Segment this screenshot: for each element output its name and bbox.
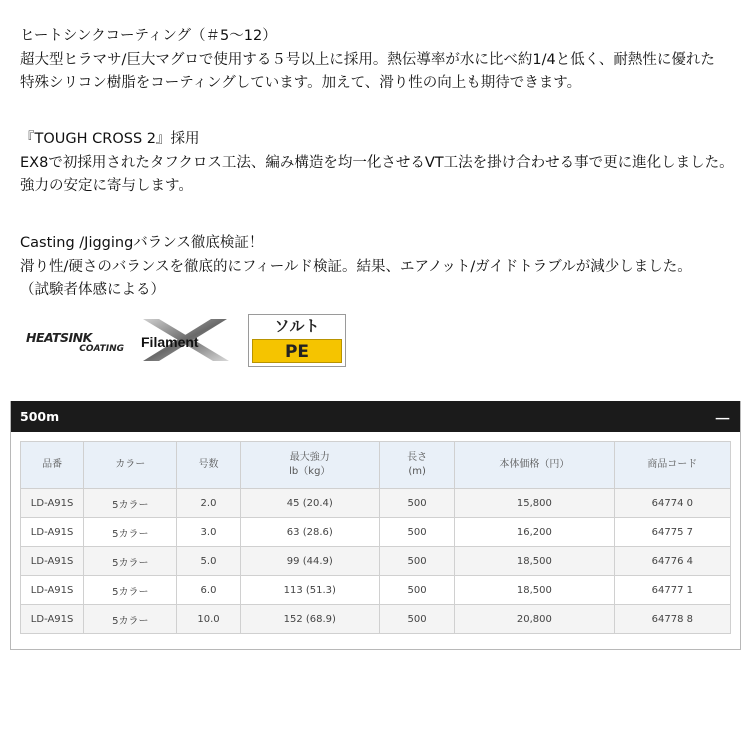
cell-color: 5カラー — [84, 518, 177, 547]
x-filament-logo: Filament — [137, 317, 233, 363]
panel-header[interactable] — [11, 401, 740, 432]
section-heading: ヒートシンクコーティング（＃5～12） — [20, 28, 277, 44]
cell-part-number: LD-A91S — [21, 518, 84, 547]
section-text: EX8で初採用されたタフクロス工法、編み構造を均一化させるVT工法を掛け合わせる事で更に進化しました。 — [20, 154, 734, 171]
cell-price: 18,500 — [455, 547, 614, 576]
cell-price: 16,200 — [455, 518, 614, 547]
cell-code: 64777 1 — [614, 576, 730, 605]
cell-code: 64778 8 — [614, 605, 730, 634]
section-text: 超大型ヒラマサ/巨大マグロで使用する５号以上に採用。熱伝導率が水に比べ約1/4と低く、耐熱性に優れた — [20, 51, 715, 68]
pe-label: PE — [252, 339, 342, 363]
salt-label: ソルト — [274, 317, 320, 335]
section-heading: Casting /Jiggingバランス徹底検証！ — [20, 235, 264, 251]
cell-strength: 99 (44.9) — [240, 547, 379, 576]
cell-part-number: LD-A91S — [21, 547, 84, 576]
cell-strength: 63 (28.6) — [240, 518, 379, 547]
cell-price: 20,800 — [455, 605, 614, 634]
cell-size: 5.0 — [177, 547, 240, 576]
heatsink-coating-section — [20, 25, 715, 96]
section-note: （試験者体感による） — [20, 282, 165, 298]
salt-pe-badge — [248, 314, 346, 367]
balance-section — [20, 232, 692, 303]
table-header-row — [21, 442, 731, 489]
cell-part-number: LD-A91S — [21, 489, 84, 518]
cell-length: 500 — [379, 547, 454, 576]
table-row — [21, 576, 731, 605]
cell-color: 5カラー — [84, 489, 177, 518]
table-row — [21, 547, 731, 576]
section-heading: 『TOUGH CROSS 2』採用 — [20, 131, 200, 147]
collapse-icon[interactable]: － — [714, 410, 731, 430]
spec-table — [20, 441, 731, 634]
cell-color: 5カラー — [84, 547, 177, 576]
cell-length: 500 — [379, 489, 454, 518]
table-row — [21, 489, 731, 518]
col-header: 本体価格（円） — [455, 442, 614, 489]
cell-length: 500 — [379, 576, 454, 605]
cell-part-number: LD-A91S — [21, 576, 84, 605]
cell-code: 64774 0 — [614, 489, 730, 518]
cell-strength: 45 (20.4) — [240, 489, 379, 518]
cell-price: 15,800 — [455, 489, 614, 518]
cell-strength: 152 (68.9) — [240, 605, 379, 634]
cell-size: 3.0 — [177, 518, 240, 547]
table-row — [21, 518, 731, 547]
cell-part-number: LD-A91S — [21, 605, 84, 634]
feature-logos — [26, 314, 356, 366]
heatsink-coating-logo: HEATSINK COATING — [26, 330, 124, 354]
tough-cross-section — [20, 128, 734, 199]
col-header: 号数 — [177, 442, 240, 489]
cell-price: 18,500 — [455, 576, 614, 605]
cell-code: 64775 7 — [614, 518, 730, 547]
cell-size: 2.0 — [177, 489, 240, 518]
col-header: カラー — [84, 442, 177, 489]
cell-length: 500 — [379, 518, 454, 547]
table-row — [21, 605, 731, 634]
cell-length: 500 — [379, 605, 454, 634]
cell-code: 64776 4 — [614, 547, 730, 576]
col-header: 商品コード — [614, 442, 730, 489]
cell-size: 10.0 — [177, 605, 240, 634]
cell-strength: 113 (51.3) — [240, 576, 379, 605]
col-header: 長さ (m) — [379, 442, 454, 489]
cell-color: 5カラー — [84, 576, 177, 605]
panel-title: 500m — [20, 409, 60, 424]
cell-size: 6.0 — [177, 576, 240, 605]
section-text: 強力の安定に寄与します。 — [20, 178, 193, 194]
section-text: 滑り性/硬さのバランスを徹底的にフィールド検証。結果、エアノット/ガイドトラブルが減少しました。 — [20, 258, 692, 275]
spec-panel — [10, 401, 741, 650]
cell-color: 5カラー — [84, 605, 177, 634]
section-text: 特殊シリコン樹脂をコーティングしています。加えて、滑り性の向上も期待できます。 — [20, 75, 582, 91]
col-header: 最大強力 lb（kg） — [240, 442, 379, 489]
col-header: 品番 — [21, 442, 84, 489]
